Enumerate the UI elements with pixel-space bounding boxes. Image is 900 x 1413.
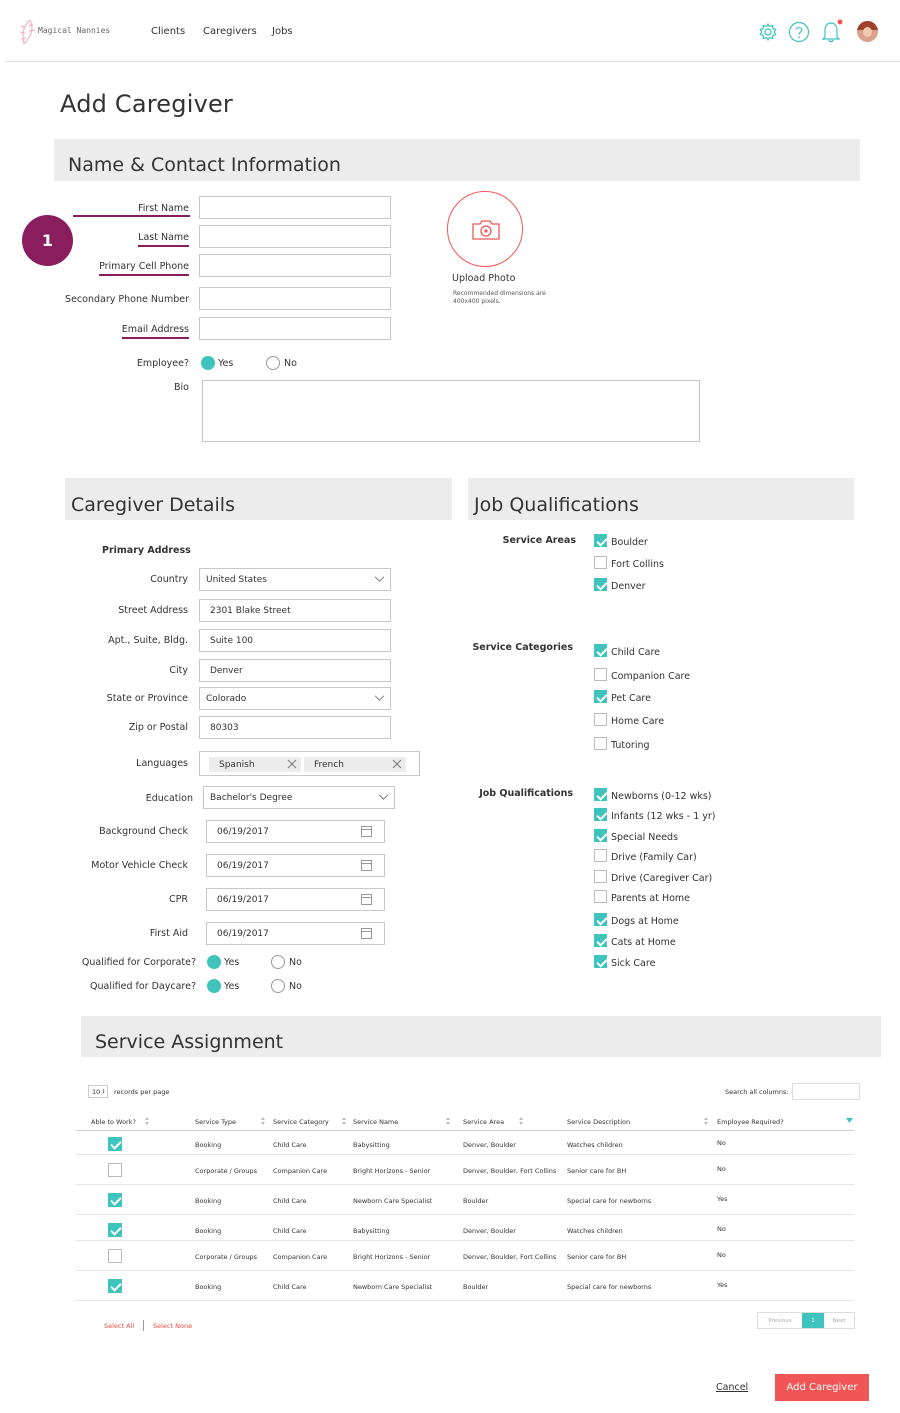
close-icon[interactable] — [287, 759, 297, 769]
mvc-label: Motor Vehicle Check — [91, 860, 188, 871]
service-area-cell: Denver, Boulder, Fort Collins — [463, 1253, 557, 1261]
cpr-value: 06/19/2017 — [217, 894, 269, 905]
state-select[interactable] — [199, 687, 391, 710]
sort-icon[interactable] — [519, 1117, 524, 1125]
header-row-divider — [76, 1130, 854, 1131]
education-select[interactable] — [203, 786, 395, 809]
service-area-checkbox[interactable] — [594, 534, 607, 547]
select-all-link[interactable]: Select All — [104, 1322, 135, 1330]
service-area-label: Boulder — [611, 537, 648, 548]
records-per-page-value: 10 — [92, 1087, 101, 1096]
sort-icon[interactable] — [704, 1117, 709, 1125]
bio-textarea[interactable] — [202, 380, 700, 442]
service-description-cell: Watches children — [567, 1227, 623, 1235]
records-per-page-select[interactable] — [88, 1085, 108, 1098]
logo-text: Magical Nannies — [38, 26, 111, 35]
job-qual-checkbox[interactable] — [594, 955, 607, 968]
column-header[interactable]: Employee Required? — [717, 1118, 784, 1126]
chevron-down-icon — [375, 693, 384, 702]
service-type-cell: Corporate / Groups — [195, 1167, 257, 1175]
column-header[interactable]: Service Type — [195, 1118, 237, 1126]
nav-clients[interactable]: Clients — [151, 26, 186, 37]
language-chip — [304, 757, 406, 772]
service-description-cell: Senior care for BH — [567, 1253, 627, 1261]
street-label: Street Address — [118, 605, 188, 616]
service-area-cell: Boulder — [463, 1197, 489, 1205]
service-name-cell: Newborn Care Specialist — [353, 1283, 433, 1291]
job-qual-checkbox[interactable] — [594, 788, 607, 801]
city-label: City — [169, 665, 188, 676]
secondary-phone-input[interactable] — [199, 287, 391, 310]
zip-label: Zip or Postal — [128, 722, 188, 733]
primary-cell-label: Primary Cell Phone — [99, 261, 189, 276]
job-qual-label: Cats at Home — [611, 937, 676, 948]
background-check-label: Background Check — [99, 826, 188, 837]
daycare-label: Qualified for Daycare? — [90, 981, 196, 992]
search-input[interactable] — [792, 1083, 860, 1100]
upload-photo-button[interactable] — [447, 191, 523, 267]
service-category-checkbox[interactable] — [594, 737, 607, 750]
employee-yes-radio[interactable] — [201, 356, 215, 370]
service-area-label: Fort Collins — [611, 559, 664, 570]
calendar-icon[interactable] — [361, 860, 372, 871]
link-separator — [143, 1320, 144, 1331]
add-caregiver-button[interactable]: Add Caregiver — [775, 1374, 869, 1401]
service-description-cell: Special care for newborns — [567, 1283, 652, 1291]
service-category-cell: Child Care — [273, 1283, 307, 1291]
service-area-cell: Denver, Boulder — [463, 1227, 516, 1235]
languages-label: Languages — [136, 758, 188, 769]
service-type-cell: Corporate / Groups — [195, 1253, 257, 1261]
employee-required-cell: No — [717, 1251, 726, 1259]
employee-label: Employee? — [136, 358, 189, 369]
help-icon[interactable] — [788, 21, 810, 43]
service-type-cell: Booking — [195, 1227, 222, 1235]
table-row-divider — [76, 1214, 854, 1215]
first-name-label: First Name — [137, 203, 189, 214]
sort-icon[interactable] — [446, 1117, 451, 1125]
chevron-down-icon — [379, 792, 388, 801]
able-to-work-checkbox[interactable] — [108, 1137, 122, 1151]
job-qual-checkbox[interactable] — [594, 849, 607, 862]
job-qual-label: Dogs at Home — [611, 916, 679, 927]
corporate-no-radio[interactable] — [271, 955, 285, 969]
service-categories-label: Service Categories — [472, 642, 573, 653]
select-none-link[interactable]: Select None — [153, 1322, 193, 1330]
able-to-work-checkbox[interactable] — [108, 1163, 122, 1177]
job-qual-checkbox[interactable] — [594, 808, 607, 821]
upload-photo-hint: Recommended dimensions are 400x400 pixels. — [453, 290, 546, 305]
table-row-divider — [76, 1184, 854, 1185]
service-area-cell: Boulder — [463, 1283, 489, 1291]
state-value: Colorado — [206, 693, 247, 704]
qualifications-title: Job Qualifications — [474, 494, 639, 516]
table-row-divider — [76, 1300, 854, 1301]
job-qual-label: Infants (12 wks - 1 yr) — [611, 811, 716, 822]
primary-address-heading: Primary Address — [102, 545, 191, 556]
column-header[interactable]: Service Area — [463, 1118, 505, 1126]
service-category-cell: Child Care — [273, 1227, 307, 1235]
education-label: Education — [145, 793, 193, 804]
job-qual-checkbox[interactable] — [594, 890, 607, 903]
job-qual-checkbox[interactable] — [594, 913, 607, 926]
column-header[interactable]: Able to Work? — [91, 1118, 136, 1126]
table-row-divider — [76, 1240, 854, 1241]
service-description-cell: Watches children — [567, 1141, 623, 1149]
header-divider — [6, 61, 900, 62]
service-assignment-title: Service Assignment — [95, 1031, 284, 1053]
service-category-checkbox[interactable] — [594, 668, 607, 681]
city-input[interactable]: Denver — [199, 659, 391, 682]
nav-caregivers[interactable]: Caregivers — [203, 26, 257, 37]
avatar[interactable] — [857, 21, 878, 42]
job-qual-checkbox[interactable] — [594, 934, 607, 947]
service-description-cell: Special care for newborns — [567, 1197, 652, 1205]
service-name-cell: Babysitting — [353, 1227, 390, 1235]
details-title: Caregiver Details — [71, 494, 235, 516]
mvc-value: 06/19/2017 — [217, 860, 269, 871]
job-qual-checkbox[interactable] — [594, 870, 607, 883]
records-per-page-label: records per page — [114, 1088, 170, 1096]
chevron-down-icon — [375, 574, 384, 583]
triangle-down-icon[interactable] — [846, 1118, 853, 1123]
service-category-cell: Companion Care — [273, 1253, 328, 1261]
table-row-divider — [76, 1154, 854, 1155]
email-label: Email Address — [122, 324, 189, 339]
job-qual-label: Drive (Caregiver Car) — [611, 873, 713, 884]
calendar-icon[interactable] — [361, 894, 372, 905]
cancel-button[interactable]: Cancel — [716, 1382, 749, 1393]
service-name-cell: Babysitting — [353, 1141, 390, 1149]
column-header[interactable]: Service Name — [353, 1118, 399, 1126]
page-title: Add Caregiver — [60, 90, 234, 118]
sort-icon[interactable] — [145, 1117, 150, 1125]
daycare-yes-label: Yes — [224, 981, 240, 992]
background-check-date[interactable] — [206, 820, 385, 843]
service-areas-label: Service Areas — [502, 535, 576, 546]
job-qual-label: Drive (Family Car) — [611, 852, 697, 863]
employee-required-cell: No — [717, 1225, 726, 1233]
service-area-checkbox[interactable] — [594, 578, 607, 591]
pagination-page-1[interactable]: 1 — [802, 1313, 824, 1328]
service-name-cell: Bright Horizons - Senior — [353, 1167, 431, 1175]
first-name-underline — [73, 215, 190, 217]
able-to-work-checkbox[interactable] — [108, 1249, 122, 1263]
language-chip-label: French — [314, 759, 344, 770]
last-name-label: Last Name — [138, 232, 189, 247]
first-aid-date[interactable] — [206, 922, 385, 945]
sort-icon[interactable] — [261, 1117, 266, 1125]
service-category-label: Pet Care — [611, 693, 651, 704]
secondary-phone-label: Secondary Phone Number — [65, 294, 189, 305]
service-category-checkbox[interactable] — [594, 713, 607, 726]
corporate-label: Qualified for Corporate? — [81, 957, 196, 968]
service-name-cell: Newborn Care Specialist — [353, 1197, 433, 1205]
first-name-input[interactable] — [199, 196, 391, 219]
step-badge — [22, 215, 73, 266]
service-category-cell: Companion Care — [273, 1167, 328, 1175]
avatar-face — [863, 27, 872, 37]
apt-label: Apt., Suite, Bldg. — [108, 635, 188, 646]
pagination-next[interactable]: Next — [832, 1317, 846, 1324]
service-type-cell: Booking — [195, 1197, 222, 1205]
employee-required-cell: No — [717, 1139, 726, 1147]
service-category-label: Home Care — [611, 716, 665, 727]
zip-input[interactable]: 80303 — [199, 716, 391, 739]
country-value: United States — [206, 574, 267, 585]
service-type-cell: Booking — [195, 1283, 222, 1291]
first-aid-label: First Aid — [149, 928, 188, 939]
country-label: Country — [150, 574, 188, 585]
service-category-label: Tutoring — [611, 740, 650, 751]
cpr-label: CPR — [169, 894, 188, 905]
employee-no-radio[interactable] — [266, 356, 280, 370]
logo[interactable] — [18, 18, 128, 46]
service-area-cell: Denver, Boulder, Fort Collins — [463, 1167, 557, 1175]
gear-icon[interactable] — [758, 22, 778, 42]
service-category-label: Companion Care — [611, 671, 691, 682]
service-area-label: Denver — [611, 581, 646, 592]
primary-cell-input[interactable] — [199, 254, 391, 277]
daycare-no-radio[interactable] — [271, 979, 285, 993]
apt-input[interactable]: Suite 100 — [199, 629, 391, 652]
job-qual-label: Newborns (0-12 wks) — [611, 791, 712, 802]
language-chip-label: Spanish — [219, 759, 255, 770]
name-contact-title: Name & Contact Information — [68, 154, 341, 176]
pagination — [757, 1312, 855, 1329]
languages-multiselect[interactable] — [199, 751, 420, 776]
service-description-cell: Senior care for BH — [567, 1167, 627, 1175]
close-icon[interactable] — [392, 759, 402, 769]
column-header[interactable]: Service Category — [273, 1118, 329, 1126]
service-category-label: Child Care — [611, 647, 660, 658]
service-area-cell: Denver, Boulder — [463, 1141, 516, 1149]
camera-icon — [471, 219, 501, 241]
service-name-cell: Bright Horizons - Senior — [353, 1253, 431, 1261]
background-check-value: 06/19/2017 — [217, 826, 269, 837]
able-to-work-checkbox[interactable] — [108, 1223, 122, 1237]
able-to-work-checkbox[interactable] — [108, 1193, 122, 1207]
language-chip — [209, 757, 301, 772]
cpr-date[interactable] — [206, 888, 385, 911]
service-category-cell: Child Care — [273, 1197, 307, 1205]
column-header[interactable]: Service Description — [567, 1118, 631, 1126]
last-name-input[interactable] — [199, 225, 391, 248]
job-qual-label: Parents at Home — [611, 893, 691, 904]
first-aid-value: 06/19/2017 — [217, 928, 269, 939]
bell-icon[interactable] — [820, 18, 844, 44]
country-select[interactable] — [199, 568, 391, 591]
employee-no-label: No — [284, 358, 297, 369]
stepper-arrows-icon: ↕ — [101, 1088, 106, 1095]
service-category-cell: Child Care — [273, 1141, 307, 1149]
education-value: Bachelor's Degree — [210, 792, 293, 803]
corporate-yes-label: Yes — [224, 957, 240, 968]
employee-yes-label: Yes — [218, 358, 234, 369]
bio-label: Bio — [174, 382, 189, 393]
table-row-divider — [76, 1270, 854, 1271]
pagination-previous[interactable]: Previous — [768, 1317, 792, 1324]
job-qual-label: Special Needs — [611, 832, 679, 843]
upload-photo-label: Upload Photo — [452, 273, 516, 284]
job-qual-checkbox[interactable] — [594, 829, 607, 842]
service-category-checkbox[interactable] — [594, 690, 607, 703]
employee-required-cell: No — [717, 1165, 726, 1173]
employee-required-cell: Yes — [717, 1281, 728, 1289]
job-quals-label: Job Qualifications — [479, 788, 573, 799]
step-badge-number: 1 — [41, 231, 54, 250]
able-to-work-checkbox[interactable] — [108, 1279, 122, 1293]
calendar-icon[interactable] — [361, 928, 372, 939]
mvc-date[interactable] — [206, 854, 385, 877]
corporate-no-label: No — [289, 957, 302, 968]
daycare-yes-radio[interactable] — [207, 979, 221, 993]
service-area-checkbox[interactable] — [594, 556, 607, 569]
nav-jobs[interactable]: Jobs — [272, 26, 293, 37]
email-input[interactable] — [199, 317, 391, 340]
search-label: Search all columns: — [725, 1088, 789, 1096]
service-category-checkbox[interactable] — [594, 644, 607, 657]
corporate-yes-radio[interactable] — [207, 955, 221, 969]
calendar-icon[interactable] — [361, 826, 372, 837]
state-label: State or Province — [106, 693, 188, 704]
employee-required-cell: Yes — [717, 1195, 728, 1203]
job-qual-label: Sick Care — [611, 958, 656, 969]
sort-icon[interactable] — [342, 1117, 347, 1125]
street-input[interactable]: 2301 Blake Street — [199, 599, 391, 622]
service-type-cell: Booking — [195, 1141, 222, 1149]
daycare-no-label: No — [289, 981, 302, 992]
